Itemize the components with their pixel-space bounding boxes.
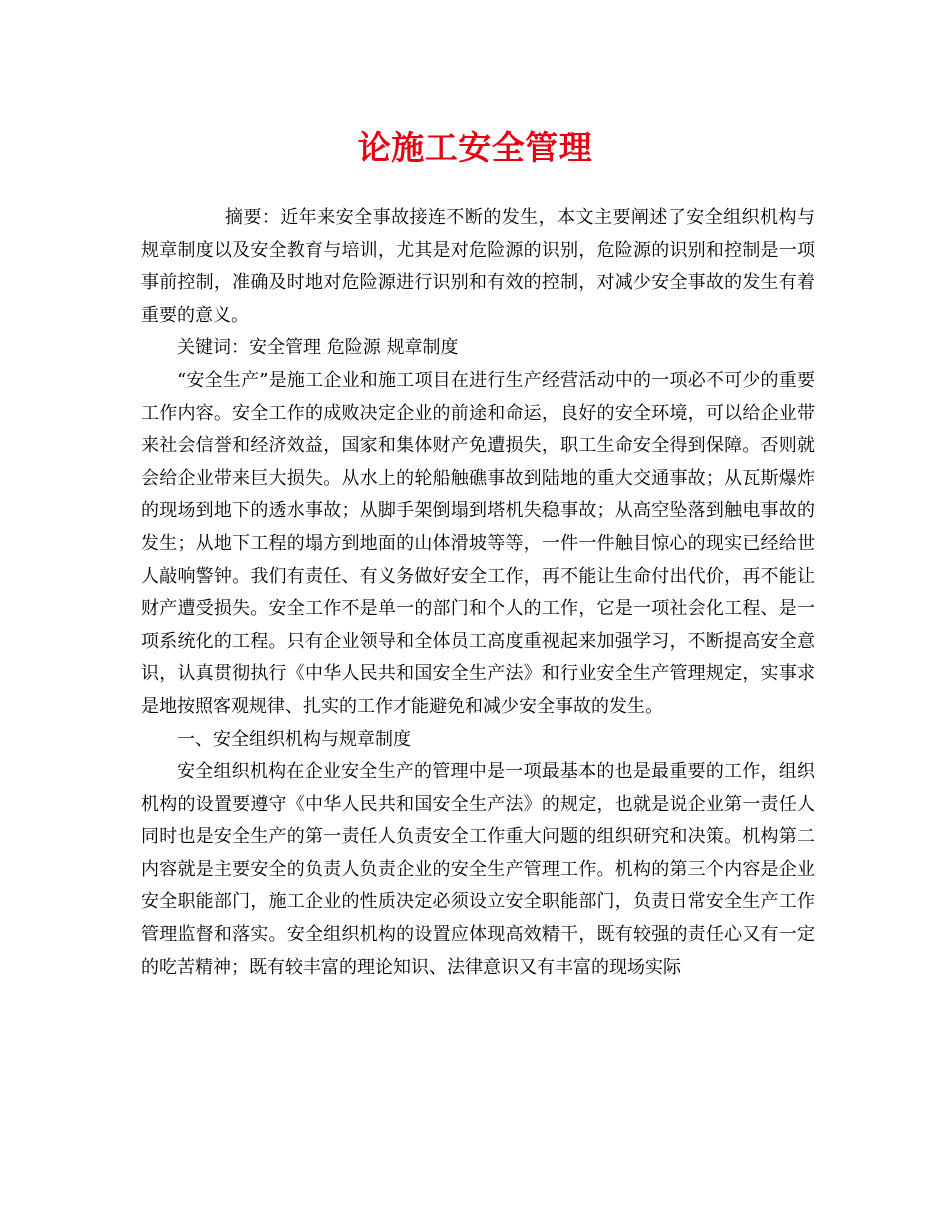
keywords-line: 关键词：安全管理 危险源 规章制度: [177, 337, 459, 359]
document-title: 论施工安全管理: [357, 128, 593, 167]
section-heading: 一、安全组织机构与规章制度: [177, 728, 411, 750]
section-paragraph: 安全组织机构在企业安全生产的管理中是一项最基本的也是最重要的工作，组织机构的设置要遵守《中华人民共和国安全生产法》的规定，也就是说企业第一责任人同时也是安全生产的第一责任人负责安全工作重大问题的组织研究和决策。机构第二内容就是主要安全的负责人负责企业的安全生产管理工作。机构的第三个内容是企业安全职能部门，施工企业的性质决定必须设立安全职能部门，负责日常安全生产工作管理监督和落实。安全组织机构的设置应体现高效精干，既有较强的责任心又有一定的吃苦精神；既有较丰富的理论知识、法律意识又有丰富的现场实际: [141, 761, 815, 978]
document-body: [141, 202, 815, 984]
intro-paragraph: “安全生产”是施工企业和施工项目在进行生产经营活动中的一项必不可少的重要工作内容。安全工作的成败决定企业的前途和命运，良好的安全环境，可以给企业带来社会信誉和经济效益，国家和集体财产免遭损失，职工生命安全得到保障。否则就会给企业带来巨大损失。从水上的轮船触礁事故到陆地的重大交通事故；从瓦斯爆炸的现场到地下的透水事故；从脚手架倒塌到塔机失稳事故；从高空坠落到触电事故的发生；从地下工程的塌方到地面的山体滑坡等等，一件一件触目惊心的现实已经给世人敲响警钟。我们有责任、有义务做好安全工作，再不能让生命付出代价，再不能让财产遭受损失。安全工作不是单一的部门和个人的工作，它是一项社会化工程、是一项系统化的工程。只有企业领导和全体员工高度重视起来加强学习，不断提高安全意识，认真贯彻执行《中华人民共和国安全生产法》和行业安全生产管理规定，实事求是地按照客观规律、扎实的工作才能避免和减少安全事故的发生。: [141, 369, 815, 717]
abstract-paragraph: 摘要：近年来安全事故接连不断的发生，本文主要阐述了安全组织机构与规章制度以及安全教育与培训，尤其是对危险源的识别，危险源的识别和控制是一项事前控制，准确及时地对危险源进行识别和有效的控制，对减少安全事故的发生有着重要的意义。: [141, 207, 815, 326]
